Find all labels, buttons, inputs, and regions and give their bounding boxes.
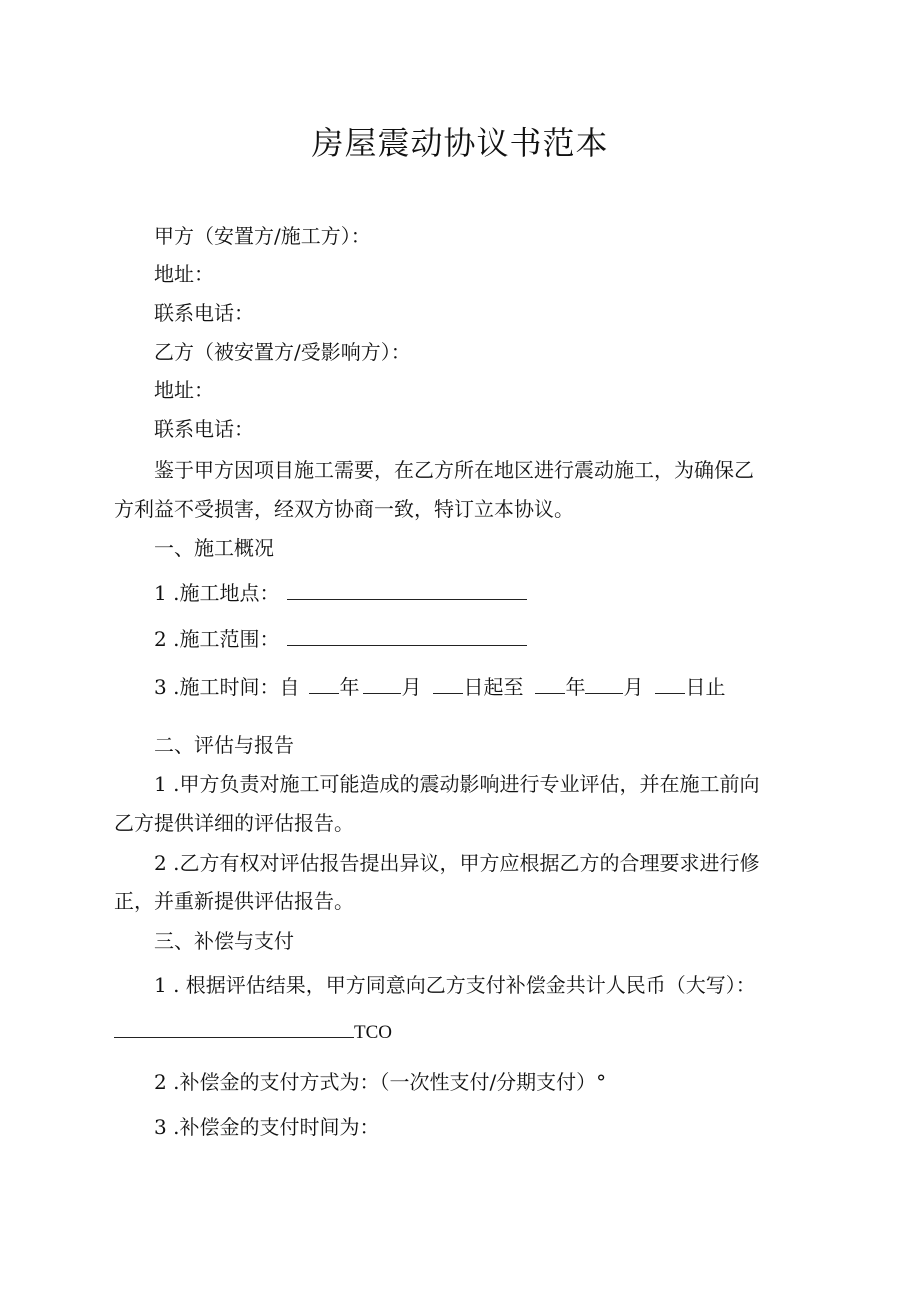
party-a-label: 甲方（安置方/施工方）： xyxy=(154,224,371,248)
end-month-blank xyxy=(585,673,623,694)
time-prefix: 3 .施工时间：自 xyxy=(154,675,300,699)
section-2-item-1-line-1: 1 .甲方负责对施工可能造成的震动影响进行专业评估，并在施工前向 xyxy=(154,772,760,796)
start-year-blank xyxy=(309,673,339,694)
preamble-line-2: 方利益不受损害，经双方协商一致，特订立本协议。 xyxy=(114,497,574,521)
party-a-phone: 联系电话： xyxy=(154,301,254,325)
end-day-blank xyxy=(655,673,685,694)
site-location-row xyxy=(154,579,527,607)
time-month-1: 月 xyxy=(401,675,422,699)
section-1-heading: 一、施工概况 xyxy=(154,536,274,560)
site-location-blank xyxy=(287,579,527,600)
site-location-label: 1 .施工地点： xyxy=(154,581,280,605)
party-b-address: 地址： xyxy=(154,378,214,402)
party-a-address: 地址： xyxy=(154,262,214,286)
compensation-suffix: TCO xyxy=(354,1022,392,1043)
start-month-blank xyxy=(363,673,401,694)
construction-time-row xyxy=(154,673,725,701)
time-day-2: 日止 xyxy=(685,675,726,699)
compensation-amount-row xyxy=(114,1017,392,1047)
section-3-item-3: 3 .补偿金的支付时间为： xyxy=(154,1115,380,1139)
section-2-item-2-line-2: 正，并重新提供评估报告。 xyxy=(114,889,354,913)
time-day-1: 日起至 xyxy=(463,675,524,699)
compensation-amount-blank xyxy=(114,1017,354,1038)
time-year-2: 年 xyxy=(565,675,586,699)
time-year-1: 年 xyxy=(339,675,360,699)
start-day-blank xyxy=(433,673,463,694)
preamble-line-1: 鉴于甲方因项目施工需要，在乙方所在地区进行震动施工，为确保乙 xyxy=(154,458,754,482)
end-year-blank xyxy=(535,673,565,694)
party-b-phone: 联系电话： xyxy=(154,417,254,441)
section-3-heading: 三、补偿与支付 xyxy=(154,929,294,953)
site-scope-row xyxy=(154,625,527,653)
document-title: 房屋震动协议书范本 xyxy=(311,124,609,162)
section-2-item-2-line-1: 2 .乙方有权对评估报告提出异议，甲方应根据乙方的合理要求进行修 xyxy=(154,851,760,875)
section-2-heading: 二、评估与报告 xyxy=(154,733,294,757)
time-month-2: 月 xyxy=(623,675,644,699)
site-scope-blank xyxy=(287,625,527,646)
section-3-item-1-line-1: 1 . 根据评估结果，甲方同意向乙方支付补偿金共计人民币（大写）： xyxy=(154,973,756,997)
section-2-item-1-line-2: 乙方提供详细的评估报告。 xyxy=(114,811,354,835)
party-b-label: 乙方（被安置方/受影响方）： xyxy=(154,340,411,364)
site-scope-label: 2 .施工范围： xyxy=(154,627,280,651)
section-3-item-2: 2 .补偿金的支付方式为：（一次性支付/分期支付）° xyxy=(154,1070,607,1094)
